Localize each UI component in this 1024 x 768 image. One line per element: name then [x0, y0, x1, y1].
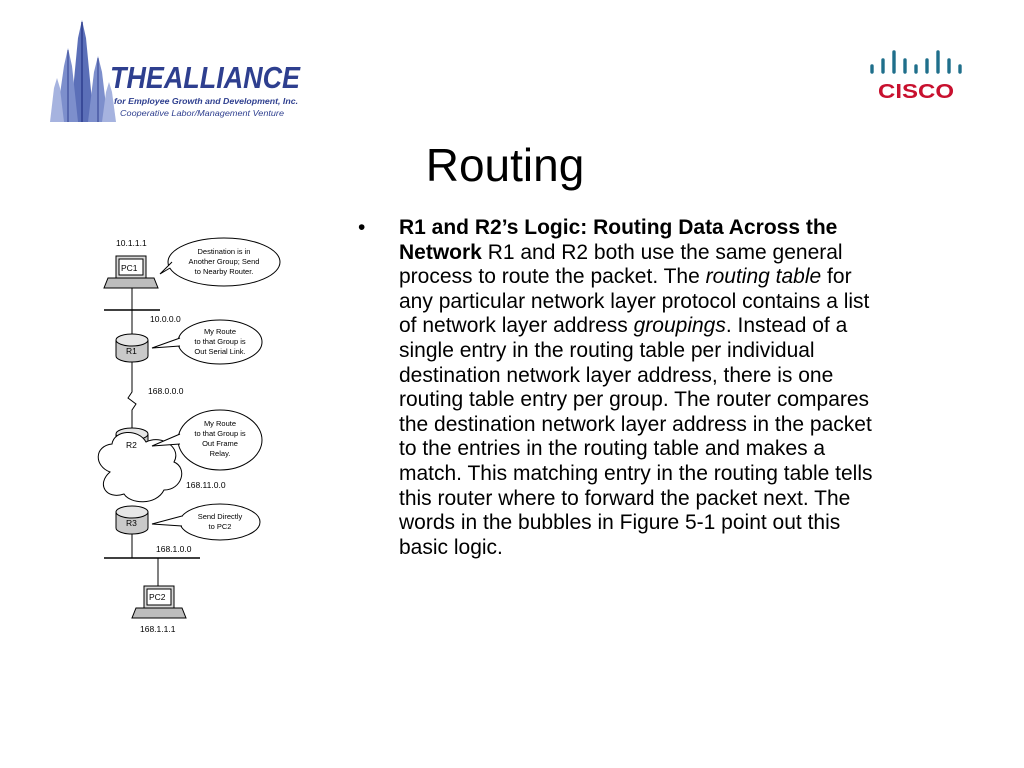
slide-title: Routing — [425, 139, 585, 191]
pc1-label: PC1 — [121, 263, 138, 273]
bullet-text-2: for any particular network layer protocol contains a list of network layer address — [399, 265, 870, 338]
bullet-italic-2: groupings — [633, 314, 726, 338]
bubble-1-line-3: to Nearby Router. — [194, 267, 254, 276]
alliance-tower-icon — [50, 20, 116, 122]
bullet-text-3: . Instead of a single entry in the routing table per individual destination network layer address, there is one routing table entry per group. The router compares the destination network layer address in the packet to the entries in the routing table and makes a match. This matching entry in the routing table tells this router where to forward the packet next. The words in the bubbles in Figure 5-1 point out this basic logic. — [399, 314, 873, 559]
net-label-4: 168.1.0.0 — [156, 544, 192, 554]
bubble-2-line-1: My Route — [203, 327, 237, 336]
cisco-bars-icon — [872, 52, 960, 72]
bubble-4-line-2: to PC2 — [208, 522, 232, 531]
alliance-logo — [48, 18, 308, 126]
bubble-2-line-3: Out Serial Link. — [194, 347, 246, 356]
routing-figure — [90, 228, 290, 648]
bullet-item — [356, 216, 886, 560]
cisco-name: CISCO — [878, 81, 954, 100]
bullet-italic-1: routing table — [705, 265, 822, 289]
net-label-3: 168.11.0.0 — [186, 480, 226, 490]
r3-label: R3 — [126, 518, 137, 528]
bubble-1-line-1: Destination is in — [197, 247, 251, 256]
bullet-text-1: R1 and R2 both use the same general process to route the packet. The — [399, 240, 843, 289]
cisco-logo — [866, 44, 962, 100]
bullet-lead: R1 and R2’s Logic: Routing Data Across the Network — [399, 216, 838, 264]
pc2-label: PC2 — [149, 592, 166, 602]
bubble-1-line-2: Another Group; Send — [188, 257, 260, 266]
net-label-1: 10.0.0.0 — [150, 314, 181, 324]
bubble-3-line-3: Out Frame — [202, 439, 238, 448]
net-label-2: 168.0.0.0 — [148, 386, 184, 396]
bubble-4-line-1: Send Directly — [197, 512, 243, 521]
alliance-tagline-1: for Employee Growth and Development, Inc. — [114, 96, 298, 106]
pc1-address: 10.1.1.1 — [116, 238, 147, 248]
r2-label: R2 — [126, 440, 137, 450]
pc2-icon — [132, 586, 186, 618]
bubble-2-line-2: to that Group is — [194, 337, 246, 346]
bubble-3-line-2: to that Group is — [194, 429, 246, 438]
bubble-3-line-1: My Route — [203, 419, 237, 428]
bullet-list — [356, 216, 886, 560]
alliance-name: THEALLIANCE — [110, 60, 302, 95]
r1-label: R1 — [126, 346, 137, 356]
pc2-address: 168.1.1.1 — [140, 624, 176, 634]
speech-bubble-4 — [152, 504, 260, 540]
bubble-3-line-4: Relay. — [209, 449, 231, 458]
alliance-tagline-2: Cooperative Labor/Management Venture — [120, 108, 285, 118]
bullet-marker: • — [358, 216, 366, 239]
